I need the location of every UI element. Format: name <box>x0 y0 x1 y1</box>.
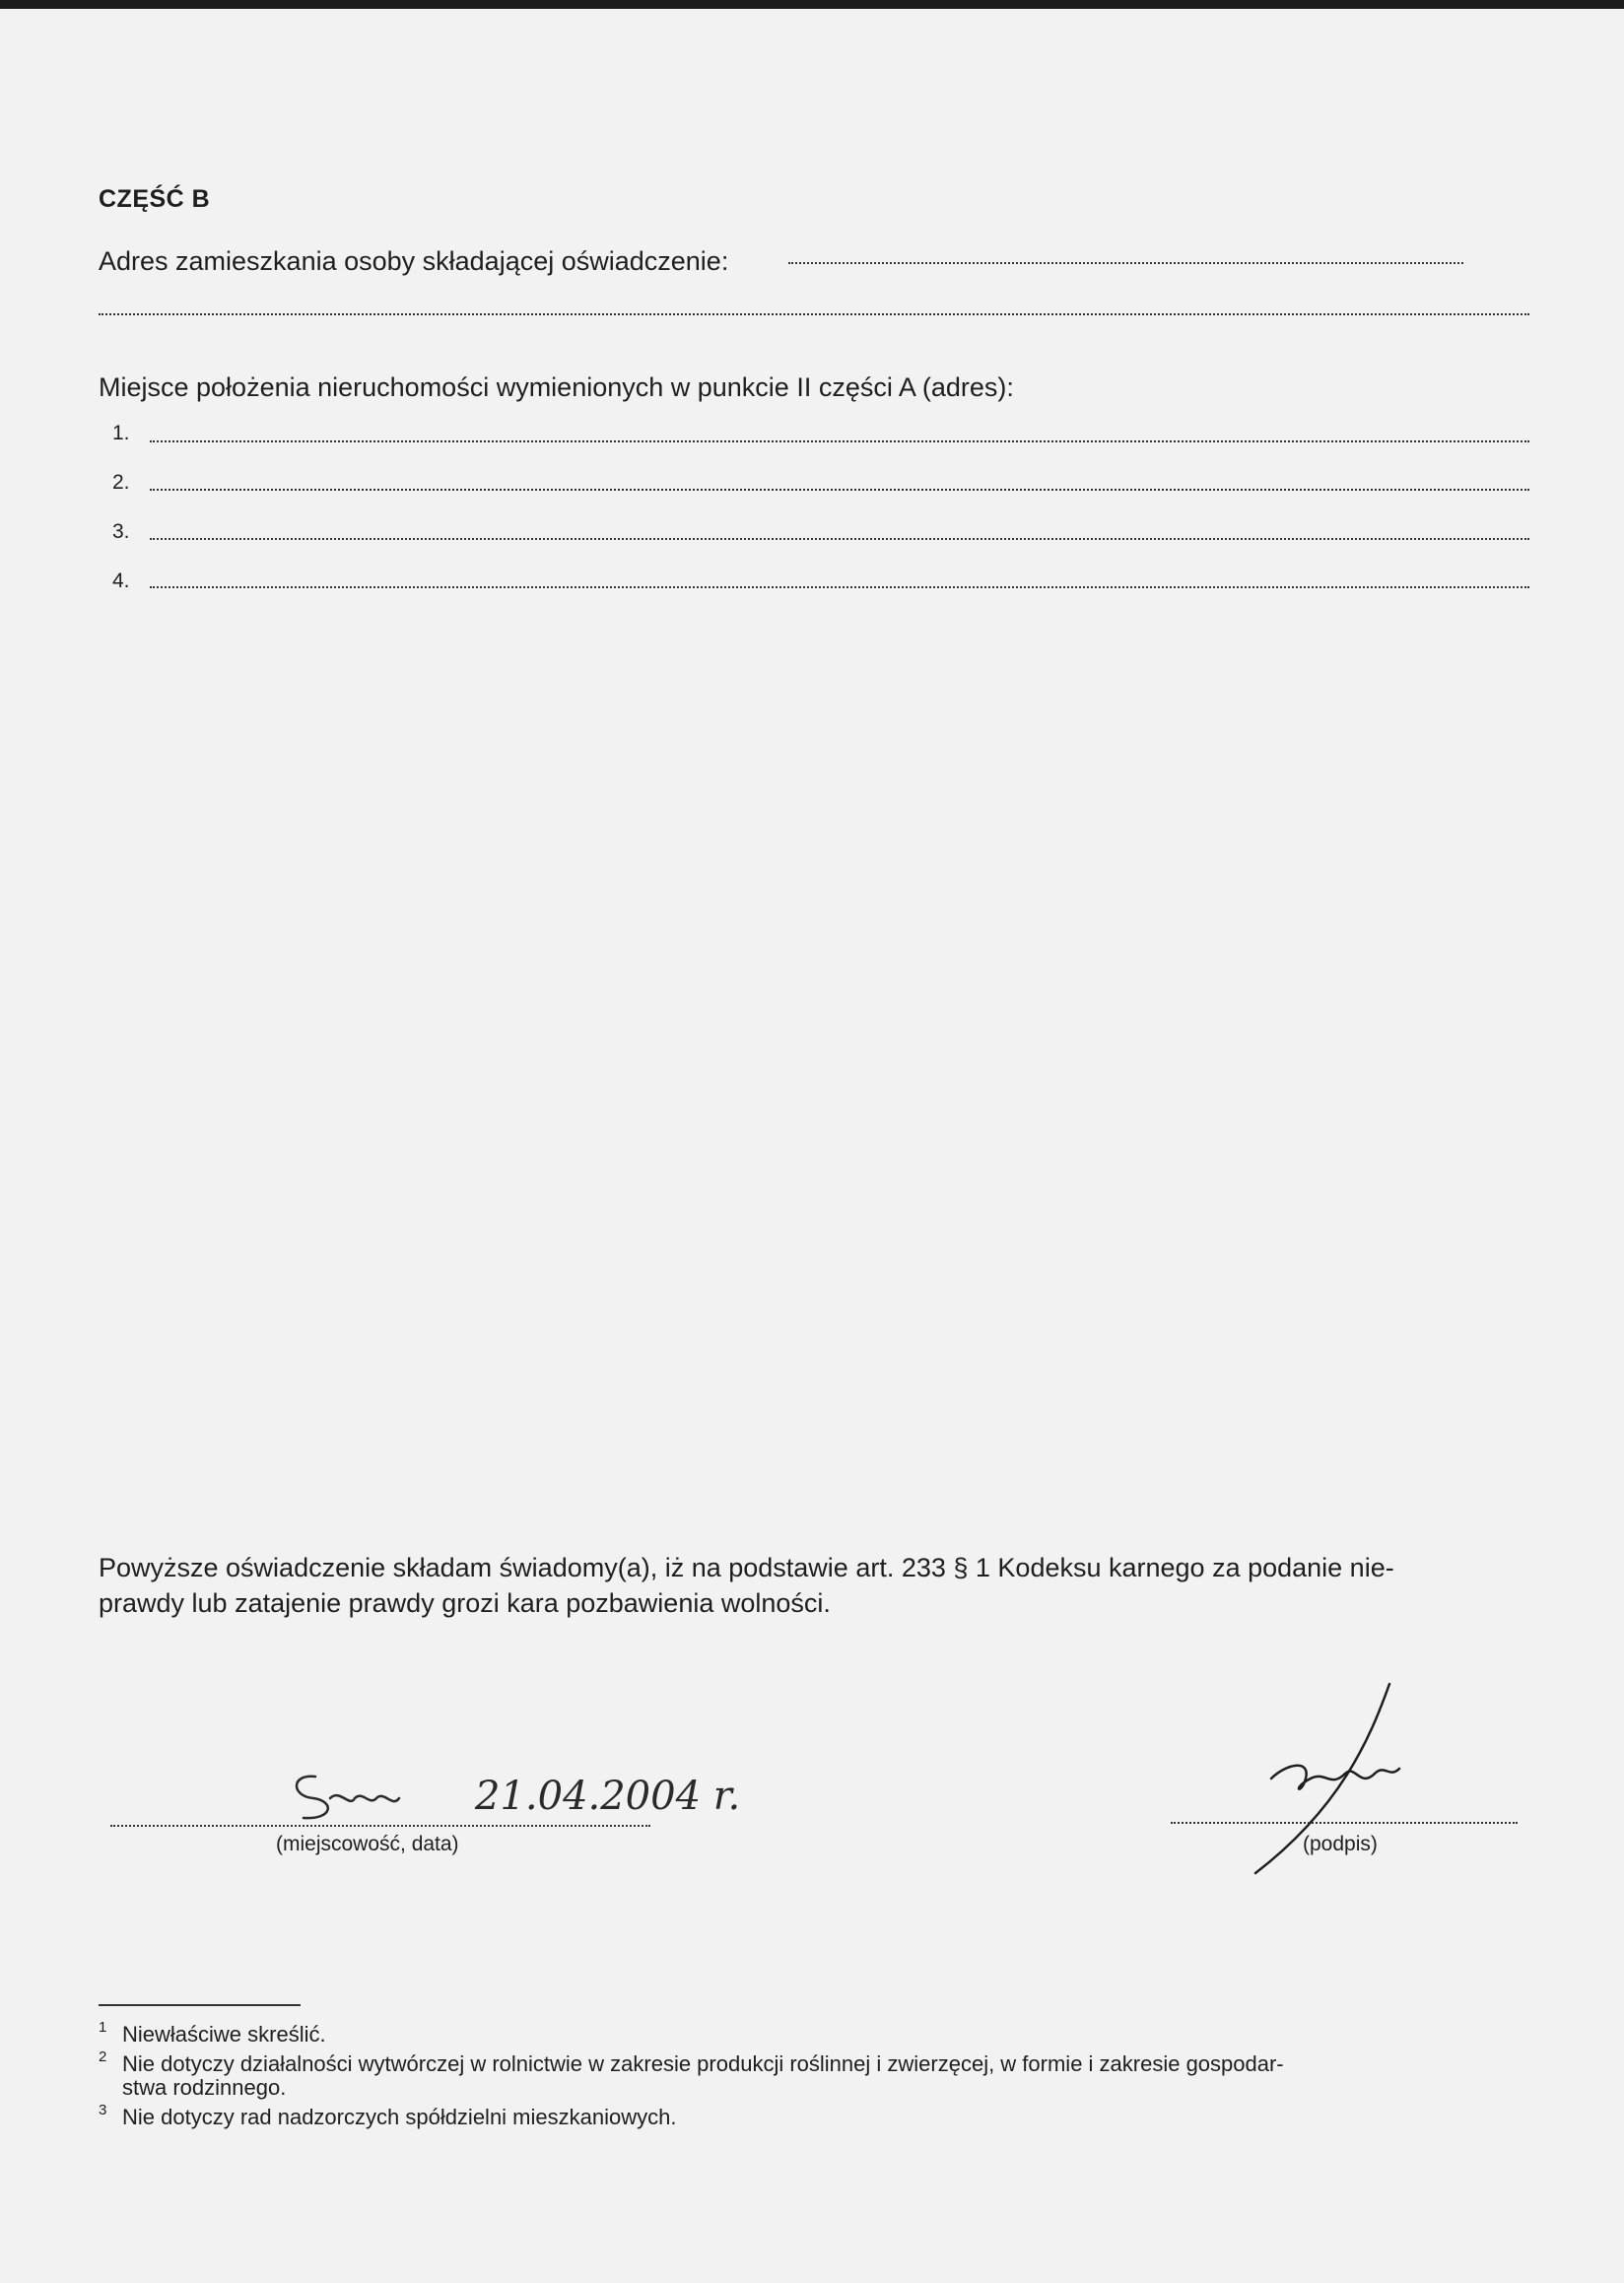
footnote-3 <box>99 2102 677 2130</box>
signature-caption: (podpis) <box>1303 1833 1378 1855</box>
signature-fill-line[interactable] <box>1171 1822 1518 1824</box>
footnote-2-continuation: stwa rodzinnego. <box>122 2075 287 2100</box>
property-item-number: 3. <box>112 520 130 543</box>
property-item-number: 1. <box>112 422 130 444</box>
handwritten-date: 21.04.2004 r. <box>475 1774 741 1819</box>
property-fill-line-2[interactable] <box>150 489 1529 491</box>
address-label: Adres zamieszkania osoby składającej oświadczenie: <box>99 246 729 276</box>
declaration-line-1: Powyższe oświadczenie składam świadomy(a), iż na podstawie art. 233 § 1 Kodeksu karnego za podanie nie- <box>99 1553 1394 1582</box>
footnote-text: Nie dotyczy rad nadzorczych spółdzielni mieszkaniowych. <box>122 2105 677 2129</box>
section-heading: CZĘŚĆ B <box>99 185 211 213</box>
footnote-separator <box>99 2004 301 2006</box>
place-date-caption: (miejscowość, data) <box>276 1833 459 1855</box>
property-label: Miejsce położenia nieruchomości wymienionych w punkcie II części A (adres): <box>99 372 1014 402</box>
property-fill-line-1[interactable] <box>150 440 1529 442</box>
scan-top-edge <box>0 0 1624 9</box>
footnote-text: Niewłaściwe skreślić. <box>122 2022 326 2047</box>
handwritten-place-scribble <box>286 1769 414 1828</box>
address-fill-line-1[interactable] <box>788 262 1463 264</box>
property-fill-line-4[interactable] <box>150 586 1529 588</box>
footnote-number: 3 <box>99 2102 107 2118</box>
place-date-fill-line[interactable] <box>110 1825 650 1827</box>
declaration-line-2: prawdy lub zatajenie prawdy grozi kara pozbawienia wolności. <box>99 1588 831 1618</box>
footnote-2 <box>99 2048 1284 2077</box>
address-fill-line-2[interactable] <box>99 313 1529 315</box>
footnote-number: 1 <box>99 2019 107 2036</box>
footnote-1 <box>99 2019 326 2048</box>
footnote-text: Nie dotyczy działalności wytwórczej w rolnictwie w zakresie produkcji roślinnej i zwierzęcej, w formie i zakresie gospodar- <box>122 2051 1284 2076</box>
footnote-number: 2 <box>99 2048 107 2065</box>
property-fill-line-3[interactable] <box>150 538 1529 540</box>
property-item-number: 4. <box>112 570 130 592</box>
property-item-number: 2. <box>112 471 130 494</box>
